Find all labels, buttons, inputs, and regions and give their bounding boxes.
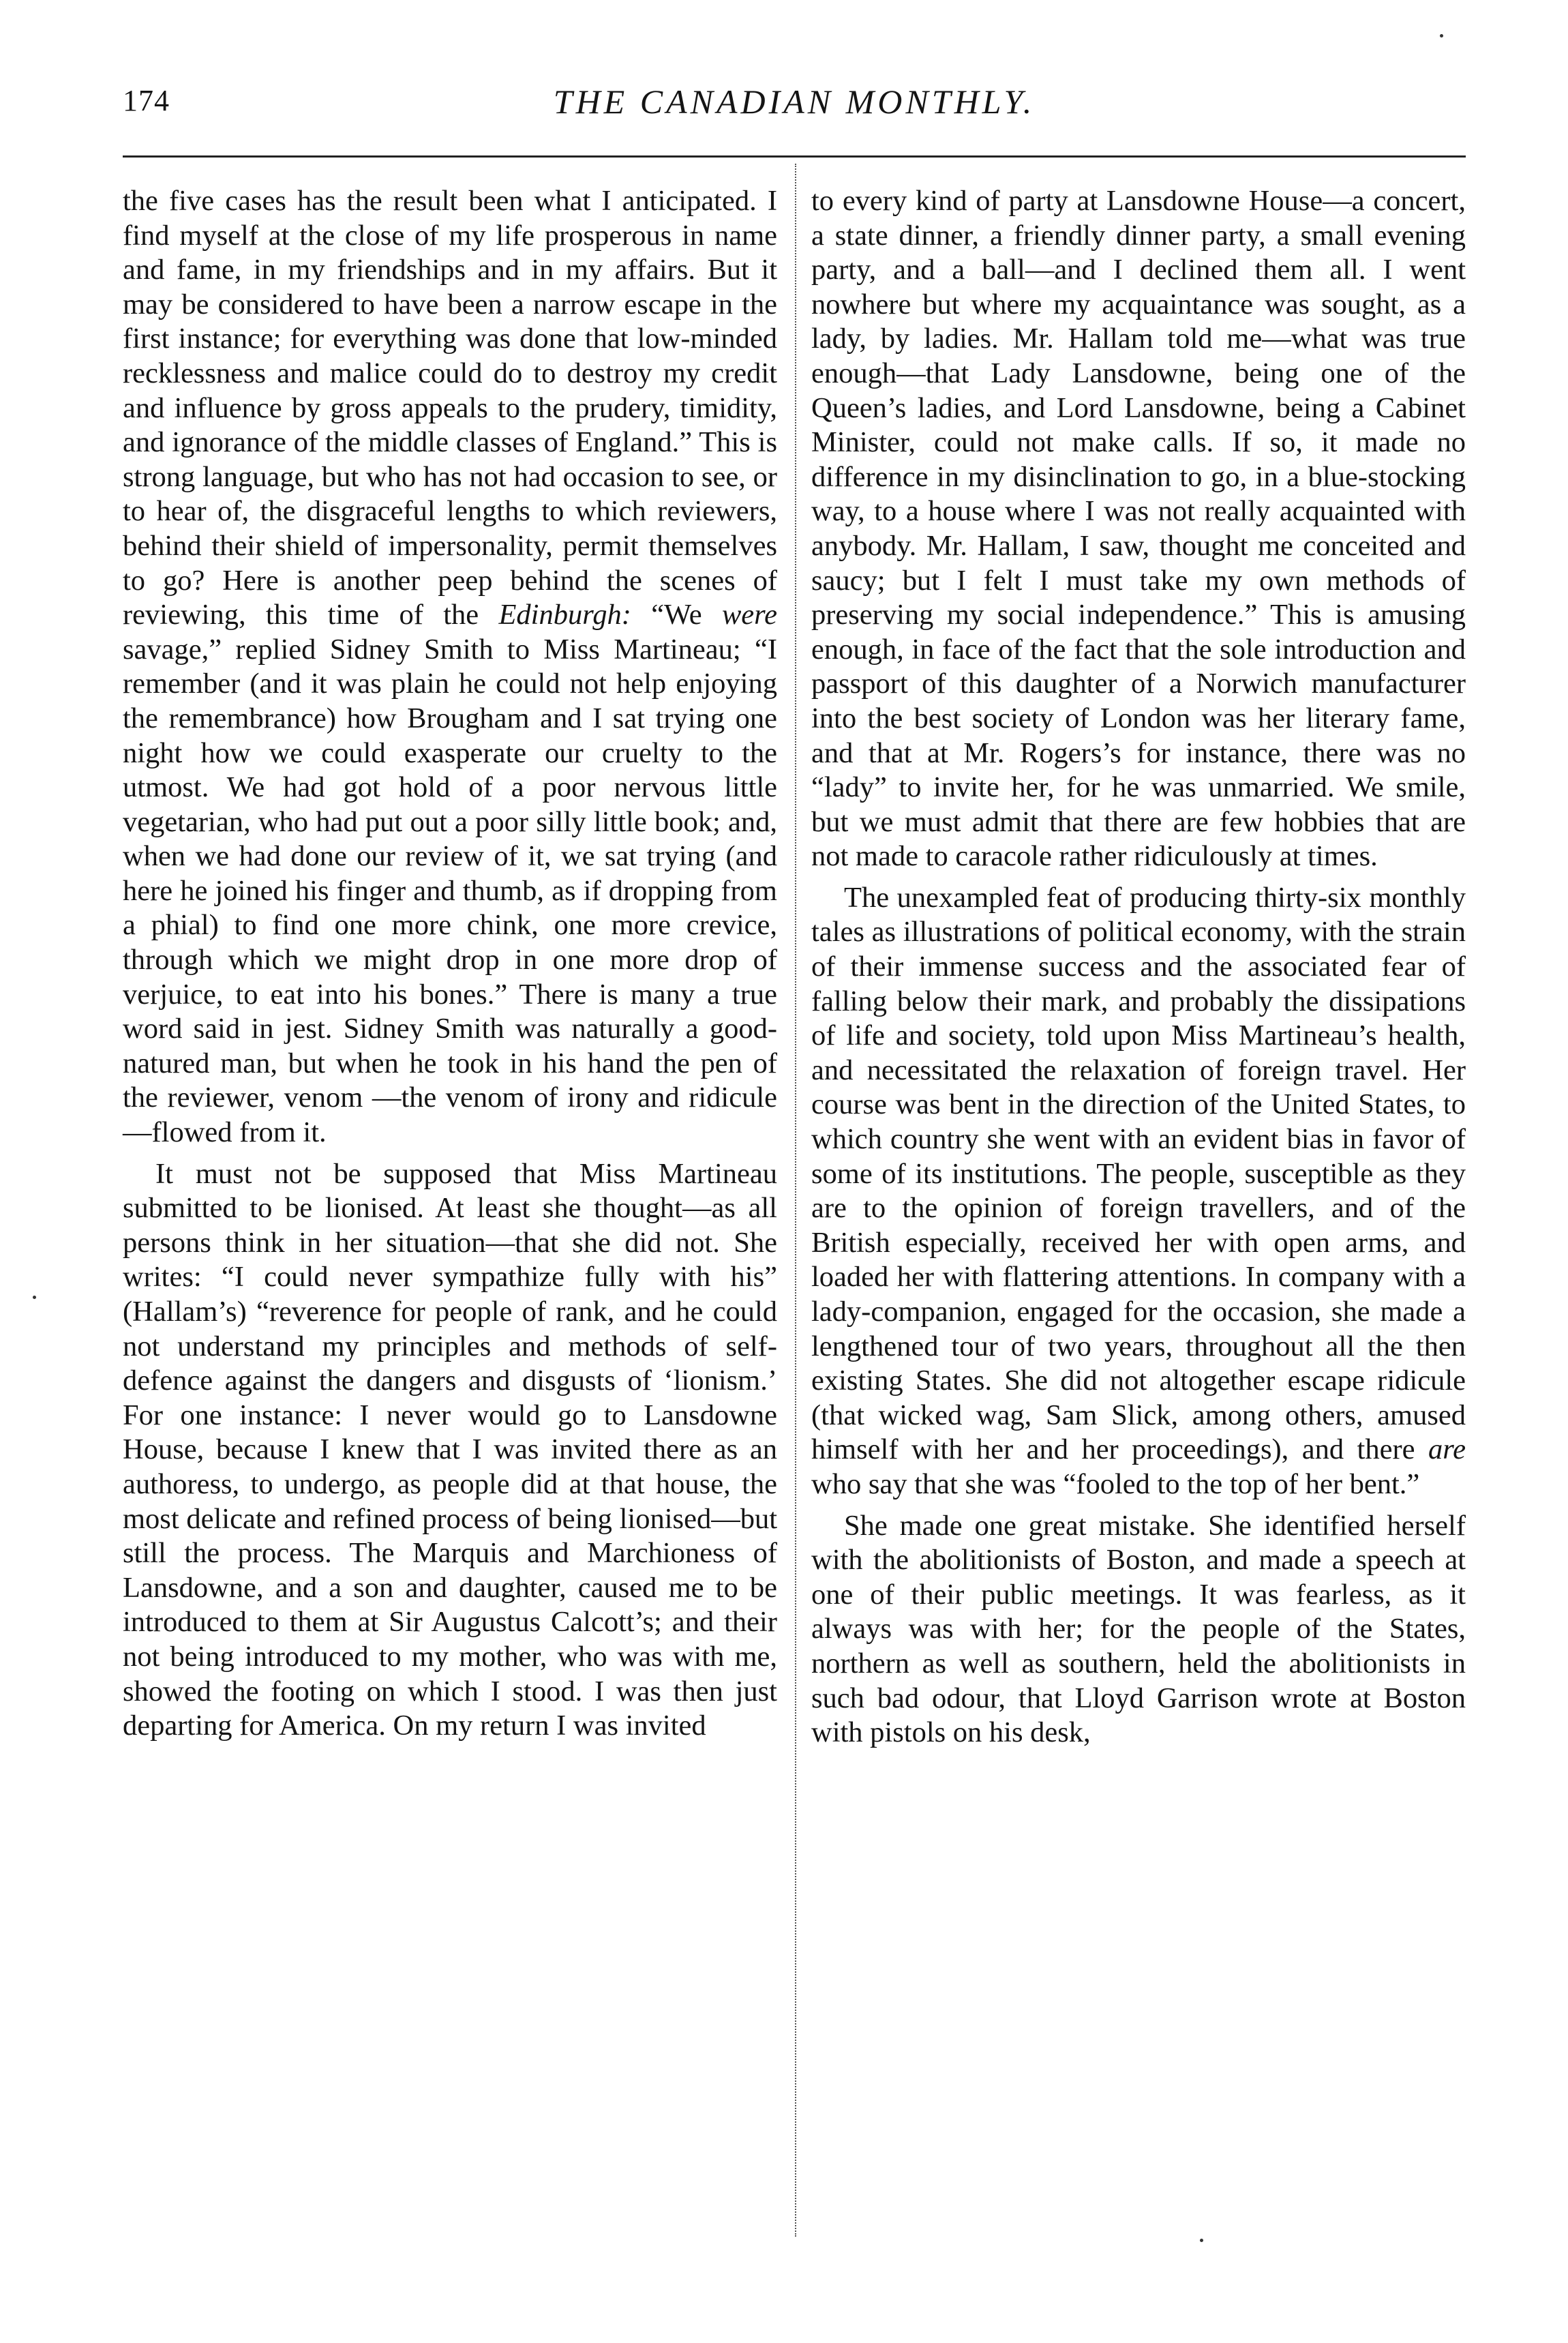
page-number: 174	[123, 84, 170, 117]
left-paragraph-1	[123, 184, 777, 1150]
running-title: THE CANADIAN MONTHLY.	[553, 83, 1036, 121]
edinburgh-title: Edinburgh:	[498, 599, 631, 631]
page-header	[123, 76, 1466, 131]
text-run: “We	[651, 599, 702, 631]
right-paragraph-2	[811, 881, 1466, 1502]
text-run: savage,” replied Sidney Smith to Miss Martineau; “I remember (and it was plain he could not help enjoying the remembrance) how Brougham and I sat trying one night how we could exasperate our cruelty to the utmost. We had got hold of a poor nervous little vegetarian, who had put out a poor silly little book; and, when we had done our review of it, we sat trying (and here he joined his finger and thumb, as if dropping from a phial) to find one more chink, one more crevice, through which we might drop in one more drop of verjuice, to eat into his bones.” There is many a true word said in jest. Sidney Smith was naturally a good-natured man, but when he took in his hand the pen of the reviewer, venom —the venom of irony and ridicule—flowed from it.	[123, 633, 777, 1149]
text-run: who say that she was “fooled to the top of her bent.”	[811, 1467, 1420, 1500]
emphasis-are: are	[1428, 1433, 1466, 1466]
text-run: the five cases has the result been what I anticipated. I find myself at the close of my life prosperous in name and fame, in my friendships and in my affairs. But it may be considered to have been a narrow escape in the first instance; for everything was done that low-minded recklessness and malice could do to destroy my credit and influence by gross appeals to the prudery, timidity, and ignorance of the middle classes of England.” This is strong language, but who has not had occasion to see, or to hear of, the disgraceful lengths to which reviewers, behind their shield of impersonality, permit themselves to go? Here is another peep behind the scenes of reviewing, this time of the	[123, 185, 777, 631]
emphasis-were: were	[721, 599, 777, 631]
right-column	[811, 184, 1466, 1750]
print-speck	[1200, 2239, 1203, 2242]
column-divider	[795, 164, 796, 2237]
print-speck	[1440, 34, 1443, 38]
print-speck	[33, 1296, 36, 1299]
right-paragraph-3: She made one great mistake. She identified herself with the abolitionists of Boston, and made a speech at one of their public meetings. It was fearless, as it always was with her; for the people of the States, northern as well as southern, held the abolitionists in such bad odour, that Lloyd Garrison wrote at Boston with pistols on his desk,	[811, 1509, 1466, 1749]
right-paragraph-1: to every kind of party at Lansdowne House—a concert, a state dinner, a friendly dinner party, a small evening party, and a ball—and I declined them all. I went nowhere but where my acquaintance was sought, as a lady, by ladies. Mr. Hallam told me—what was true enough—that Lady Lansdowne, being one of the Queen’s ladies, and Lord Lansdowne, being a Cabinet Minister, could not make calls. If so, it made no difference in my disinclination to go, in a blue-stocking way, to a house where I was not really acquainted with anybody. Mr. Hallam, I saw, thought me conceited and saucy; but I felt I must take my own methods of preserving my social independence.” This is amusing enough, in face of the fact that the sole introduction and passport of this daughter of a Norwich manufacturer into the best society of London was her literary fame, and that at Mr. Rogers’s for instance, there was no “lady” to invite her, for he was unmarried. We smile, but we must admit that there are few hobbies that are not made to caracole rather ridiculously at times.	[811, 185, 1466, 873]
text-run: The unexampled feat of producing thirty-six monthly tales as illustrations of political economy, with the strain of their immense success and the associated fear of falling below their mark, and probably the dissipations of life and society, told upon Miss Martineau’s health, and necessitated the relaxation of foreign travel. Her course was bent in the direction of the United States, to which country she went with an evident bias in favor of some of its institutions. The people, susceptible as they are to the opinion of foreign travellers, and of the British especially, received her with open arms, and loaded her with flattering attentions. In company with a lady-companion, engaged for the occasion, she made a lengthened tour of two years, throughout all the then existing States. She did not altogether escape ridicule (that wicked wag, Sam Slick, among others, amused himself with her and her proceedings), and there	[811, 881, 1466, 1466]
left-paragraph-2: It must not be supposed that Miss Martineau submitted to be lionised. At least she thought—as all persons think in her situation—that she did not. She writes: “I could never sympathize fully with his” (Hallam’s) “reverence for people of rank, and he could not understand my principles and methods of self-defence against the dangers and disgusts of ‘lionism.’ For one instance: I never would go to Lansdowne House, because I knew that I was invited there as an authoress, to undergo, as people did at that house, the most delicate and refined process of being lionised—but still the process. The Marquis and Marchioness of Lansdowne, and a son and daughter, caused me to be introduced to them at Sir Augustus Calcott’s; and their not being introduced to my mother, who was with me, showed the footing on which I stood. I was then just departing for America. On my return I was invited	[123, 1157, 777, 1742]
header-rule	[123, 155, 1466, 158]
left-column	[123, 184, 777, 1744]
